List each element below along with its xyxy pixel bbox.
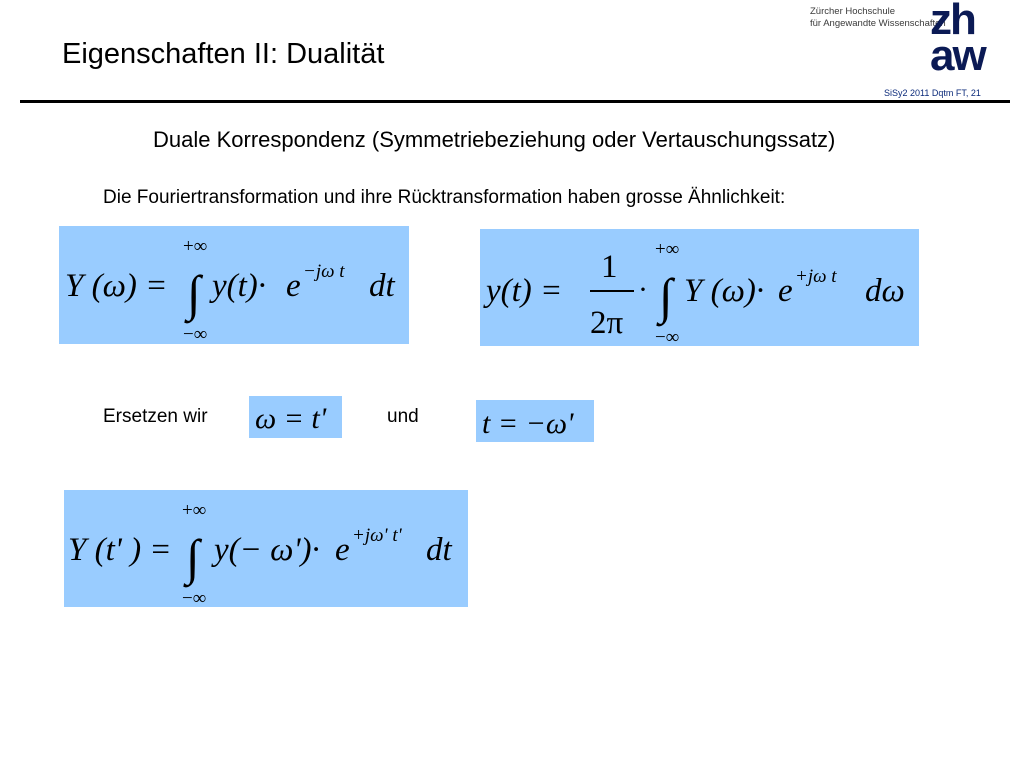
result-differential: dt: [426, 532, 452, 568]
integral-sign: ∫: [187, 265, 201, 321]
slide-subtitle: Duale Korrespondenz (Symmetriebeziehung oder Vertauschungssatz): [153, 127, 836, 152]
logo-line-2: aw: [930, 31, 985, 80]
fourier-integrand: y(t)·: [212, 268, 267, 304]
fourier-transform-svg: [59, 226, 409, 344]
intro-text: Die Fouriertransformation und ihre Rücktransformation haben grosse Ähnlichkeit:: [103, 187, 786, 208]
institution-line-2: für Angewandte Wissenschaften: [810, 18, 946, 29]
fourier-differential: dt: [369, 268, 395, 304]
result-integrand: y(− ω')·: [214, 532, 320, 568]
multiply-dot: ·: [638, 273, 648, 306]
substitution-t-formula: [476, 400, 594, 442]
substitution-omega-text: ω = t': [255, 402, 327, 435]
inverse-differential: dω: [865, 273, 905, 309]
substitution-omega-svg: [249, 396, 342, 438]
result-upper-limit: +∞: [182, 500, 207, 521]
inverse-fourier-svg: [480, 229, 919, 346]
substitution-t-svg: [476, 400, 594, 442]
inverse-exponent: +jω t: [795, 266, 837, 287]
inverse-lower-limit: −∞: [655, 327, 680, 346]
fourier-upper-limit: +∞: [183, 236, 208, 257]
result-exp-base: e: [335, 532, 350, 568]
fraction-numerator: 1: [601, 249, 618, 285]
inverse-integrand: Y (ω)·: [684, 273, 765, 309]
result-exponent: +jω' t': [352, 525, 402, 546]
inverse-fourier-formula: [480, 229, 919, 346]
result-lhs: Y (t' ) =: [68, 532, 172, 568]
fourier-lhs: Y (ω) =: [65, 268, 168, 304]
zhaw-logo: [930, 0, 985, 80]
fraction-denominator: 2π: [590, 305, 624, 341]
fourier-exp-base: e: [286, 268, 301, 304]
replace-label: Ersetzen wir: [103, 406, 208, 427]
substitution-omega-formula: [249, 396, 342, 438]
inverse-upper-limit: +∞: [655, 239, 680, 260]
integral-sign: ∫: [659, 268, 673, 324]
substitution-t-text: t = −ω': [482, 407, 574, 440]
result-lower-limit: −∞: [182, 588, 207, 607]
fourier-exponent: −jω t: [303, 261, 345, 282]
fourier-transform-formula: [59, 226, 409, 344]
fourier-lower-limit: −∞: [183, 324, 208, 344]
duality-result-svg: [64, 490, 468, 607]
slide-reference: SiSy2 2011 Dqtm FT, 21: [884, 88, 981, 98]
institution-name: [810, 6, 946, 30]
and-label: und: [387, 406, 419, 427]
inverse-lhs: y(t) =: [486, 273, 563, 309]
inverse-exp-base: e: [778, 273, 793, 309]
integral-sign: ∫: [186, 529, 200, 585]
title-divider: [20, 100, 1010, 103]
duality-result-formula: [64, 490, 468, 607]
institution-line-1: Zürcher Hochschule: [810, 6, 896, 17]
logo-line-1: zh: [930, 0, 975, 44]
slide-title: Eigenschaften II: Dualität: [62, 38, 385, 70]
